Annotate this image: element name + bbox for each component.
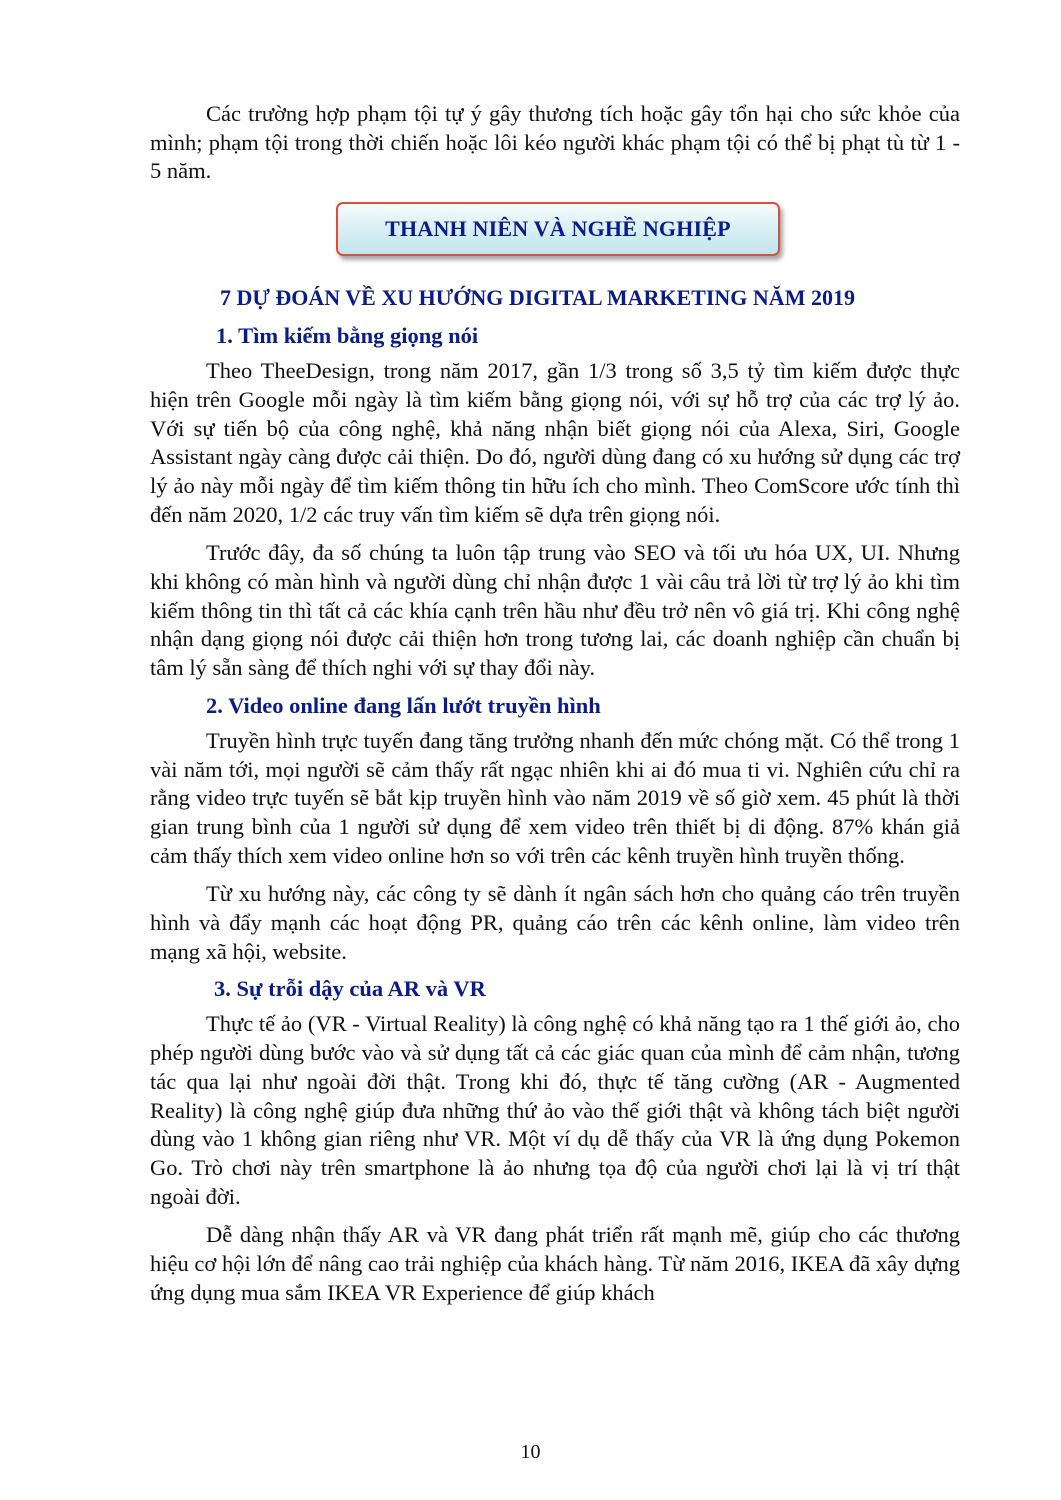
article-title: 7 DỰ ĐOÁN VỀ XU HƯỚNG DIGITAL MARKETING NĂM 2019 <box>220 285 855 311</box>
section-heading-ar-vr: 3. Sự trỗi dậy của AR và VR <box>214 976 486 1002</box>
section-heading-online-video: 2. Video online đang lấn lướt truyền hình <box>206 692 601 718</box>
paragraph: Truyền hình trực tuyến đang tăng trưởng nhanh đến mức chóng mặt. Có thể trong 1 vài năm tới, mọi người sẽ cảm thấy rất ngạc nhiên khi ai đó mua ti vi. Nghiên cứu chỉ ra rằng video trực tuyến sẽ bắt kịp truyền hình vào năm 2019 về số giờ xem. 45 phút là thời gian trung bình của 1 người sử dụng để xem video trên thiết bị di động. 87% khán giả cảm thấy thích xem video online hơn so với trên các kênh truyền hình truyền thống. <box>150 727 960 868</box>
section-heading-voice-search: 1. Tìm kiếm bằng giọng nói <box>216 323 479 349</box>
paragraph: Thực tế ảo (VR - Virtual Reality) là công nghệ có khả năng tạo ra 1 thế giới ảo, cho phép người dùng bước vào và sử dụng tất cả các giác quan của mình để cảm nhận, tương tác qua lại như ngoài đời thật. Trong khi đó, thực tế tăng cường (AR - Augmented Reality) là công nghệ giúp đưa những thứ ảo vào thế giới thật và không tách biệt người dùng vào 1 không gian riêng như VR. Một ví dụ dễ thấy của VR là ứng dụng Pokemon Go. Trò chơi này trên smartphone là ảo nhưng tọa độ của người chơi lại là vị trí thật ngoài đời. <box>150 1011 960 1209</box>
section-banner-container <box>150 202 960 256</box>
paragraph: Từ xu hướng này, các công ty sẽ dành ít ngân sách hơn cho quảng cáo trên truyền hình và đẩy mạnh các hoạt động PR, quảng cáo trên các kênh online, làm video trên mạng xã hội, website. <box>150 881 960 964</box>
page-number: 10 <box>520 1441 541 1463</box>
paragraph: Trước đây, đa số chúng ta luôn tập trung vào SEO và tối ưu hóa UX, UI. Nhưng khi không có màn hình và người dùng chỉ nhận được 1 vài câu trả lời từ trợ lý ảo khi tìm kiếm thông tin thì tất cả các khía cạnh trên hầu như đều trở nên vô giá trị. Khi công nghệ nhận dạng giọng nói được cải thiện hơn trong tương lai, các doanh nghiệp cần chuẩn bị tâm lý sẵn sàng để thích nghi với sự thay đổi này. <box>150 540 960 681</box>
paragraph: Theo TheeDesign, trong năm 2017, gần 1/3 trong số 3,5 tỷ tìm kiếm được thực hiện trên Google mỗi ngày là tìm kiếm bằng giọng nói, với sự hỗ trợ của các trợ lý ảo. Với sự tiến bộ của công nghệ, khả năng nhận biết giọng nói của Alexa, Siri, Google Assistant ngày càng được cải thiện. Do đó, người dùng đang có xu hướng sử dụng các trợ lý ảo này mỗi ngày để tìm kiếm thông tin hữu ích cho mình. Theo ComScore ước tính thì đến năm 2020, 1/2 các truy vấn tìm kiếm sẽ dựa trên giọng nói. <box>150 358 960 527</box>
document-page <box>150 100 960 1308</box>
paragraph: Dễ dàng nhận thấy AR và VR đang phát triển rất mạnh mẽ, giúp cho các thương hiệu cơ hội lớn để nâng cao trải nghiệp của khách hàng. Từ năm 2016, IKEA đã xây dựng ứng dụng mua sắm IKEA VR Experience để giúp khách <box>150 1222 960 1305</box>
section-banner: THANH NIÊN VÀ NGHỀ NGHIỆP <box>336 202 780 256</box>
intro-paragraph: Các trường hợp phạm tội tự ý gây thương tích hoặc gây tổn hại cho sức khỏe của mình; phạm tội trong thời chiến hoặc lôi kéo người khác phạm tội có thể bị phạt tù từ 1 - 5 năm. <box>150 101 960 184</box>
